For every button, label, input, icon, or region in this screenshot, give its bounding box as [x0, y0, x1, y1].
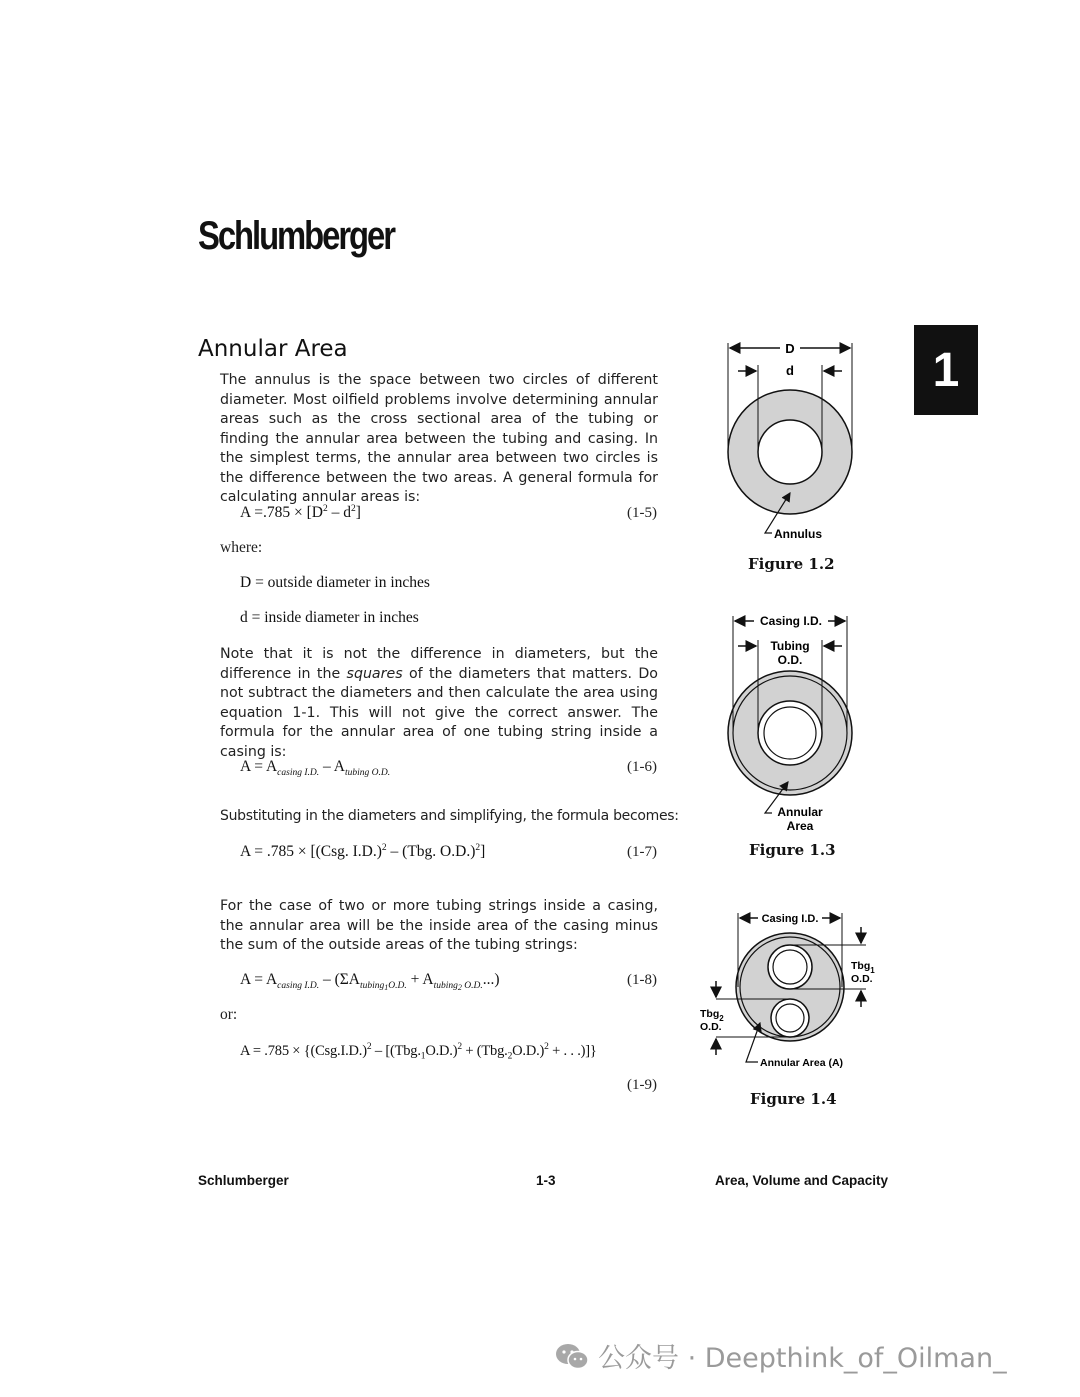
eq-part: A = A — [240, 758, 278, 775]
intro-paragraph — [198, 371, 658, 508]
note-text — [198, 645, 658, 762]
eq-sup: 2 — [457, 1042, 462, 1052]
figure-1-2-diagram — [720, 335, 870, 545]
label-d: d — [786, 363, 794, 378]
label-tbg1-od: O.D. — [851, 973, 873, 985]
note-part: Note that it is not the difference in diameters, but the difference in the — [220, 646, 658, 682]
figure-1-4-diagram — [696, 905, 886, 1075]
eq-sub-part: O.D. — [388, 981, 407, 992]
inner-circle — [758, 420, 822, 484]
label-casing-id: Casing I.D. — [759, 614, 823, 628]
note-paragraph — [198, 645, 658, 762]
note-emphasis: squares — [346, 665, 403, 682]
eq-part: – A — [319, 758, 345, 775]
equation-number: (1-5) — [627, 505, 657, 521]
section-title: Annular Area — [198, 336, 348, 362]
eq-sup: 2 — [475, 843, 481, 853]
eq-sub-part: tubing — [360, 981, 385, 992]
equation-number: (1-9) — [627, 1077, 657, 1093]
equation-1-6 — [240, 758, 390, 778]
eq-sub — [360, 981, 407, 991]
eq-sub: 2 — [507, 1051, 513, 1062]
eq-sub-part: O.D. — [461, 981, 483, 992]
definition-d: d = inside diameter in inches — [240, 609, 419, 626]
eq-part: ] — [480, 843, 486, 861]
eq-sub-part: tubing — [433, 981, 458, 992]
footer-page-number: 1-3 — [536, 1173, 556, 1188]
eq-part: – [(Tbg. — [371, 1042, 421, 1059]
label-tbg1-text: Tbg — [851, 960, 871, 972]
eq-part: A =.785 × [D — [240, 504, 323, 522]
equation-number: (1-6) — [627, 759, 657, 775]
eq-sub-index: 2 — [457, 983, 462, 993]
label-tbg2-text: Tbg — [700, 1008, 720, 1020]
eq-sub: tubing O.D. — [344, 768, 391, 779]
eq-part: ...) — [482, 971, 500, 988]
where-label: where: — [220, 539, 263, 556]
brand-logo: Schlumberger — [198, 214, 394, 258]
eq-part: A = .785 × {(Csg.I.D.) — [240, 1042, 367, 1059]
label-tbg1-index: 1 — [870, 966, 875, 975]
figure-1-4-caption: Figure 1.4 — [750, 1090, 837, 1108]
substituting-text: Substituting in the diameters and simplifying, the formula becomes: — [220, 808, 679, 824]
watermark-text: 公众号 · Deepthink_of_Oilman_ — [598, 1343, 1007, 1374]
equation-number: (1-7) — [627, 844, 657, 860]
label-annulus: Annulus — [774, 527, 822, 541]
eq-sup: 2 — [381, 843, 387, 853]
label-tbg2-od: O.D. — [700, 1021, 722, 1033]
eq-sub: 1 — [420, 1051, 426, 1062]
eq-part: – d — [327, 504, 351, 522]
eq-sub — [434, 981, 483, 991]
label-tubing: Tubing — [770, 639, 810, 653]
eq-part: + A — [406, 971, 434, 988]
wechat-icon — [554, 1341, 590, 1371]
two-strings-text: For the case of two or more tubing strings inside a casing, the annular area will be the inside area of the casing minus the sum of the outside areas of the tubing strings: — [220, 898, 658, 953]
eq-part: O.D.) — [425, 1042, 458, 1059]
footer-left: Schlumberger — [198, 1173, 289, 1188]
equation-1-7 — [240, 843, 485, 861]
eq-sup: 2 — [350, 504, 356, 514]
eq-sub: casing I.D. — [277, 768, 320, 779]
eq-part: – (ΣA — [319, 971, 361, 988]
eq-part: – (Tbg. O.D.) — [386, 843, 476, 861]
label-tbg2-index: 2 — [719, 1014, 724, 1023]
eq-part: A = A — [240, 971, 278, 988]
watermark — [554, 1336, 1007, 1375]
eq-sup: 2 — [322, 504, 328, 514]
label-area: Area — [786, 819, 814, 833]
equation-1-5 — [240, 504, 361, 522]
definition-D: D = outside diameter in inches — [240, 574, 430, 591]
eq-sup: 2 — [544, 1042, 549, 1052]
eq-part: ] — [355, 504, 361, 522]
eq-part: O.D.) — [512, 1042, 545, 1059]
eq-sub-index: 1 — [384, 983, 389, 993]
eq-part: A = .785 × [(Csg. I.D.) — [240, 843, 382, 861]
footer-right: Area, Volume and Capacity — [715, 1173, 889, 1188]
or-label: or: — [220, 1006, 238, 1023]
figure-1-3-diagram — [720, 608, 870, 836]
label-tubing-od: O.D. — [777, 653, 803, 667]
equation-1-9 — [240, 1042, 597, 1062]
equation-number: (1-8) — [627, 972, 657, 988]
label-casing-id: Casing I.D. — [761, 913, 819, 925]
label-annular: Annular — [777, 805, 823, 819]
eq-part: + (Tbg. — [461, 1042, 508, 1059]
figure-1-2-caption: Figure 1.2 — [748, 555, 835, 573]
note-part: of the diameters that matters. Do not subtract the diameters and then calculate the area using equation 1-1. This will not give the correct answer. The formula for the annular area of one tubing string inside a casing is: — [220, 665, 658, 760]
label-D: D — [785, 341, 795, 356]
equation-1-8 — [240, 971, 500, 992]
eq-sup: 2 — [366, 1042, 372, 1052]
eq-sub: casing I.D. — [277, 981, 320, 992]
eq-part: + . . .)]} — [548, 1042, 597, 1059]
label-annular-area: Annular Area (A) — [760, 1057, 844, 1069]
intro-text: The annulus is the space between two circles of different diameter. Most oilfield problems involve determining annular areas such as the cross sectional area of the tubing or finding the annular area between the tubing and casing. In the simplest terms, the annular area between two circles is the difference between the two areas. A general formula for calculating annular areas is: — [220, 372, 658, 505]
two-strings-paragraph — [198, 897, 658, 956]
chapter-tab: 1 — [914, 325, 978, 415]
figure-1-3-caption: Figure 1.3 — [749, 841, 836, 859]
